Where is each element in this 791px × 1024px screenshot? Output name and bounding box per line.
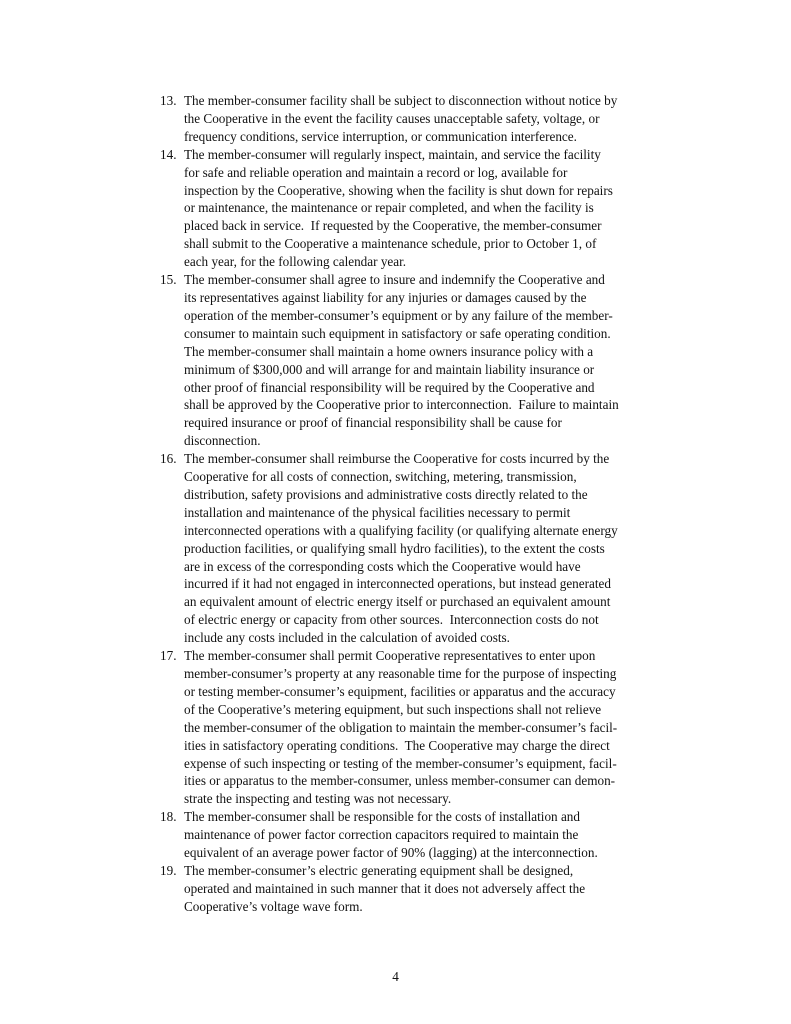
- list-item: [160, 271, 726, 450]
- list-item: [160, 862, 726, 916]
- list-item-text: The member-consumer will regularly inspect, maintain, and service the facility for safe and reliable operation and maintain a record or log, available for inspection by the Cooperative, showing when the facility is shut down for repairs or maintenance, the maintenance or repair completed, and when the facility is placed back in service. If requested by the Cooperative, the member-consumer shall submit to the Cooperative a maintenance schedule, prior to October 1, of each year, for the following calendar year.: [184, 146, 613, 270]
- list-item-number: 17.: [160, 648, 177, 664]
- document-text-block: [160, 92, 726, 916]
- list-item-number: 18.: [160, 809, 177, 825]
- list-item-text: The member-consumer shall reimburse the Cooperative for costs incurred by the Cooperative for all costs of connection, switching, metering, transmission, distribution, safety provisions and administrative costs directly related to the installation and maintenance of the physical facilities necessary to permit interconnected operations with a qualifying facility (or qualifying alternate energy production facilities, or qualifying small hydro facilities), to the extent the costs are in excess of the corresponding costs which the Cooperative would have incurred if it had not engaged in interconnected operations, but instead generated an equivalent amount of electric energy itself or purchased an equivalent amount of electric energy or capacity from other sources. Interconnection costs do not include any costs included in the calculation of avoided costs.: [184, 451, 618, 646]
- list-item-number: 14.: [160, 146, 177, 162]
- list-item-number: 13.: [160, 93, 177, 108]
- list-item: [160, 146, 726, 271]
- list-item-text: The member-consumer facility shall be subject to disconnection without notice by the Cooperative in the event the facility causes unacceptable safety, voltage, or frequency conditions, service interruption, or communication interference.: [184, 93, 618, 144]
- list-item-number: 16.: [160, 451, 177, 467]
- list-item-text: The member-consumer’s electric generating equipment shall be designed, operated and maintained in such manner that it does not adversely affect the Cooperative’s voltage wave form.: [184, 862, 586, 914]
- list-item-text: The member-consumer shall permit Cooperative representatives to enter upon member-consumer’s property at any reasonable time for the purpose of inspecting or testing member-consumer’s equipment, facilities or apparatus and the accuracy of the Cooperative’s metering equipment, but such inspections shall not relieve the member-consumer of the obligation to maintain the member-consumer’s facil- ities in satisfactory operating conditions. The Cooperative may charge the direct expense of such inspecting or testing of the member-consumer’s equipment, facil- ities or apparatus to the member-consumer, unless member-consumer can demon- strate the inspecting and testing was not necessary.: [184, 648, 618, 807]
- list-item-number: 19.: [160, 862, 177, 878]
- list-item-text: The member-consumer shall be responsible for the costs of installation and maintenance of power factor correction capacitors required to maintain the equivalent of an average power factor of 90% (lagging) at the interconnection.: [184, 809, 598, 861]
- list-item-text: The member-consumer shall agree to insure and indemnify the Cooperative and its representatives against liability for any injuries or damages caused by the operation of the member-consumer’s equipment or by any failure of the member- consumer to maintain such equipment in satisfactory or safe operating condition. The member-consumer shall maintain a home owners insurance policy with a minimum of $300,000 and will arrange for and maintain liability insurance or other proof of financial responsibility will be required by the Cooperative and shall be approved by the Cooperative prior to interconnection. Failure to maintain required insurance or proof of financial responsibility shall be cause for disconnection.: [184, 272, 619, 449]
- list-item: [160, 808, 726, 862]
- list-item: [160, 92, 726, 146]
- page-number: 4: [392, 969, 399, 984]
- list-item: [160, 647, 726, 808]
- list-item: [160, 450, 726, 647]
- list-item-number: 15.: [160, 272, 177, 288]
